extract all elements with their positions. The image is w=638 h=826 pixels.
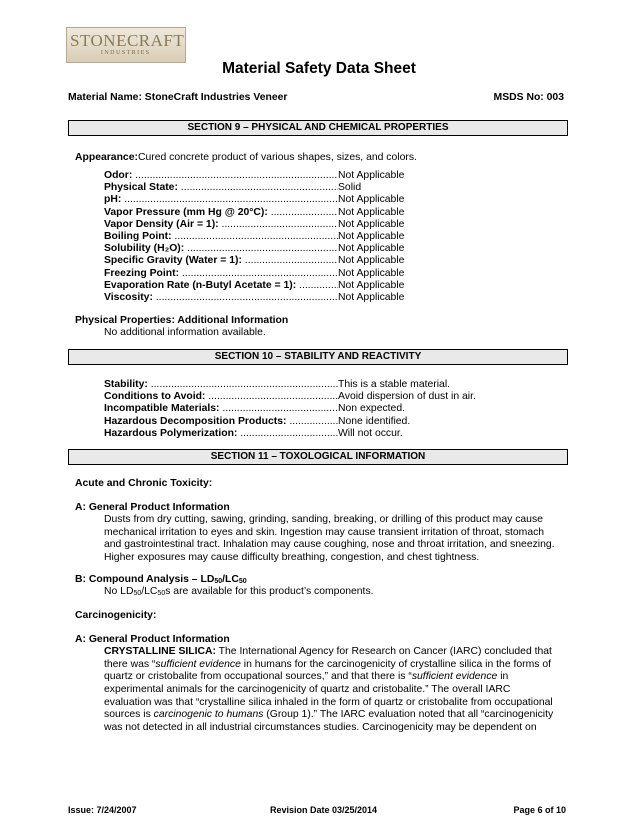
property-label: Physical State: ..... bbox=[104, 182, 338, 194]
silica-line-7: was not detected in all industrial circumstances studies. Carcinogenicity may be dependent on bbox=[104, 722, 537, 734]
appearance-label: Appearance: bbox=[75, 152, 138, 163]
acute-toxicity-heading: Acute and Chronic Toxicity: bbox=[75, 478, 213, 489]
compound-heading-mid: /LC bbox=[222, 574, 239, 585]
stability-property-value: This is a stable material. bbox=[338, 379, 451, 390]
stability-property-value: None identified. bbox=[338, 415, 411, 427]
general-product-info-heading: A: General Product Information bbox=[75, 502, 230, 513]
silica-l2-a: there was “ bbox=[104, 658, 156, 670]
physical-properties-list bbox=[104, 170, 564, 304]
stability-property-row bbox=[104, 428, 564, 440]
property-value: Not Applicable bbox=[338, 230, 405, 242]
material-name: Material Name: StoneCraft Industries Veneer bbox=[68, 92, 288, 103]
compound-text-pre: No LD bbox=[104, 586, 134, 597]
silica-l3-a: quartz or cristobalite from occupational sources,” and that there is “ bbox=[104, 671, 412, 683]
stability-property-value: Will not occur. bbox=[338, 427, 403, 439]
logo-main-text: STONECRAFT bbox=[70, 31, 185, 50]
general-info-line: and gastrointestinal tract. Inhalation may cause coughing, nose and throat irritation, and sneezing. bbox=[104, 539, 555, 551]
stability-list bbox=[104, 379, 564, 440]
general-product-info-text bbox=[104, 514, 570, 565]
compound-text-mid: /LC bbox=[141, 586, 158, 597]
compound-text-sub2: 50 bbox=[157, 590, 166, 597]
property-value: Not Applicable bbox=[338, 218, 405, 230]
stability-property-label: Hazardous Decomposition Products: ..... bbox=[104, 416, 338, 428]
compound-text-post: s are available for this product’s components. bbox=[165, 586, 374, 597]
silica-l3-b: in bbox=[497, 671, 509, 683]
section-9-heading: SECTION 9 – PHYSICAL AND CHEMICAL PROPERTIES bbox=[68, 120, 568, 136]
silica-l6-b: (Group 1).” The IARC evaluation noted that all “carcinogenicity bbox=[263, 709, 554, 721]
property-value: Not Applicable bbox=[338, 170, 405, 181]
silica-l3-italic: sufficient evidence bbox=[411, 671, 498, 683]
silica-l6-italic: carcinogenic to humans bbox=[153, 709, 264, 721]
compound-heading-sub1: 50 bbox=[214, 578, 223, 585]
silica-l2-italic: sufficient evidence bbox=[155, 658, 241, 670]
property-row bbox=[104, 255, 564, 267]
property-label: Vapor Density (Air = 1): ..... bbox=[104, 219, 338, 231]
footer-issue: Issue: 7/24/2007 bbox=[68, 805, 137, 815]
compound-analysis-text bbox=[104, 586, 374, 599]
msds-number: MSDS No: 003 bbox=[493, 92, 564, 103]
property-label: Evaporation Rate (n-Butyl Acetate = 1): ..... bbox=[104, 280, 338, 292]
footer-page: Page 6 of 10 bbox=[513, 805, 566, 815]
stonecraft-logo bbox=[66, 27, 184, 61]
property-row bbox=[104, 207, 564, 219]
crystalline-silica-paragraph bbox=[104, 646, 570, 735]
material-header bbox=[68, 92, 564, 105]
property-row bbox=[104, 182, 564, 194]
property-value: Not Applicable bbox=[338, 267, 405, 279]
appearance-line bbox=[75, 152, 565, 165]
stability-property-row bbox=[104, 403, 564, 415]
additional-info-text: No additional information available. bbox=[104, 327, 266, 338]
property-value: Not Applicable bbox=[338, 206, 405, 218]
section-10-heading: SECTION 10 – STABILITY AND REACTIVITY bbox=[68, 349, 568, 365]
stability-property-value: Non expected. bbox=[338, 403, 406, 415]
property-row bbox=[104, 231, 564, 243]
property-label: Specific Gravity (Water = 1): ..... bbox=[104, 255, 338, 267]
property-value: Not Applicable bbox=[338, 279, 405, 291]
silica-label: CRYSTALLINE SILICA: bbox=[104, 646, 216, 657]
property-label: Odor: ..... bbox=[104, 170, 338, 182]
property-value: Not Applicable bbox=[338, 291, 405, 303]
silica-line-4: experimental animals for the carcinogenicity of quartz and cristobalite.” The overall IARC bbox=[104, 684, 511, 696]
stability-property-row bbox=[104, 379, 564, 391]
document-title: Material Safety Data Sheet bbox=[222, 60, 416, 77]
property-label: Viscosity: ..... bbox=[104, 292, 338, 304]
stability-property-label: Incompatible Materials: ..... bbox=[104, 403, 338, 415]
footer-revision: Revision Date 03/25/2014 bbox=[270, 805, 378, 815]
appearance-value: Cured concrete product of various shapes, sizes, and colors. bbox=[137, 152, 417, 163]
property-row bbox=[104, 268, 564, 280]
general-info-line: mechanical irritation to eyes and skin. Ingestion may cause transient irritation of throat, stomach bbox=[104, 526, 545, 538]
general-info-line: Higher exposures may cause difficulty breathing, congestion, and chest tightness. bbox=[104, 552, 480, 564]
silica-line-3 bbox=[104, 671, 570, 684]
compound-analysis-heading bbox=[75, 574, 247, 587]
property-value: Not Applicable bbox=[338, 194, 405, 206]
section-11-heading: SECTION 11 – TOXOLOGICAL INFORMATION bbox=[68, 449, 568, 465]
property-row bbox=[104, 170, 564, 182]
property-value: Solid bbox=[338, 182, 362, 194]
compound-text-sub1: 50 bbox=[133, 590, 142, 597]
silica-line-2 bbox=[104, 659, 570, 672]
property-value: Not Applicable bbox=[338, 255, 405, 267]
property-row bbox=[104, 219, 564, 231]
carcinogenicity-general-heading: A: General Product Information bbox=[75, 634, 230, 645]
stability-property-label: Conditions to Avoid: ..... bbox=[104, 391, 338, 403]
compound-heading-sub2: 50 bbox=[238, 578, 247, 585]
property-label: Vapor Pressure (mm Hg @ 20°C): ..... bbox=[104, 207, 338, 219]
stability-property-label: Hazardous Polymerization: ..... bbox=[104, 428, 338, 440]
additional-info-heading: Physical Properties: Additional Information bbox=[75, 315, 289, 326]
stability-property-label: Stability: ..... bbox=[104, 379, 338, 391]
silica-l1-text: The International Agency for Research on Cancer (IARC) concluded that bbox=[215, 646, 552, 657]
stability-property-value: Avoid dispersion of dust in air. bbox=[338, 391, 476, 403]
stability-property-row bbox=[104, 391, 564, 403]
silica-line-5: evaluation was that “crystalline silica inhaled in the form of quartz or cristobalite from occupational bbox=[104, 696, 553, 708]
carcinogenicity-heading: Carcinogenicity: bbox=[75, 610, 157, 621]
compound-heading-text: B: Compound Analysis – LD bbox=[75, 574, 215, 585]
property-row bbox=[104, 194, 564, 206]
logo-sub-text: I N D U S T R I E S bbox=[100, 50, 150, 56]
property-row bbox=[104, 243, 564, 255]
property-row bbox=[104, 280, 564, 292]
silica-l6-a: sources is bbox=[104, 709, 154, 721]
property-row bbox=[104, 292, 564, 304]
stability-property-row bbox=[104, 416, 564, 428]
silica-line-6 bbox=[104, 709, 570, 722]
silica-line-1 bbox=[104, 646, 570, 659]
property-label: pH: ..... bbox=[104, 194, 338, 206]
property-value: Not Applicable bbox=[338, 243, 405, 255]
property-label: Freezing Point: ..... bbox=[104, 268, 338, 280]
general-info-line: Dusts from dry cutting, sawing, grinding, sanding, breaking, or drilling of this product may cause bbox=[104, 514, 543, 525]
silica-l2-b: in humans for the carcinogenicity of crystalline silica in the forms of bbox=[240, 658, 552, 670]
property-label: Boiling Point: ..... bbox=[104, 231, 338, 243]
property-label: Solubility (H₂O): ..... bbox=[104, 243, 338, 255]
